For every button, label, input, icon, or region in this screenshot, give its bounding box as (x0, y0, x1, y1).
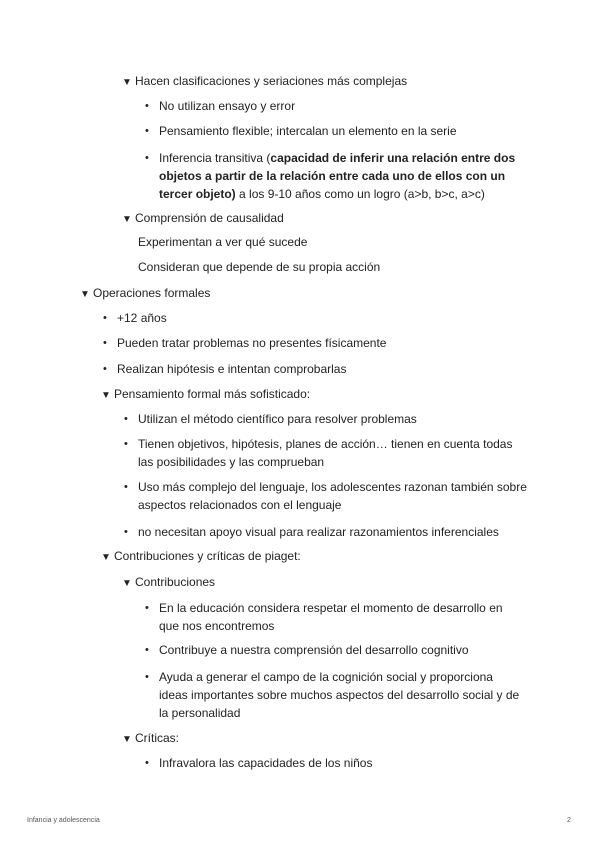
list-item: Utilizan el método científico para resolver problemas (138, 412, 417, 426)
toggle-triangle-icon[interactable]: ▼ (80, 289, 90, 300)
toggle-triangle-icon[interactable]: ▼ (122, 214, 132, 225)
bullet-icon: • (145, 602, 149, 614)
list-item: Tienen objetivos, hipótesis, planes de acción… tienen en cuenta todas las posibilidades y las comprueban (138, 437, 513, 469)
toggle-triangle-icon[interactable]: ▼ (101, 552, 111, 563)
toggle-criticas[interactable] (122, 729, 179, 749)
bullet-icon: • (145, 757, 149, 769)
toggle-comprension-causalidad[interactable] (122, 209, 284, 229)
toggle-label: Críticas: (135, 731, 180, 745)
list-item: Pueden tratar problemas no presentes físicamente (117, 336, 387, 350)
inferencia-text-end: a los 9-10 años como un logro (a>b, b>c, a>c) (235, 187, 485, 201)
toggle-hacen-clasificaciones[interactable] (122, 72, 407, 92)
toggle-pensamiento-formal[interactable] (101, 385, 310, 405)
list-item: Infravalora las capacidades de los niños (159, 756, 373, 770)
bullet-icon: • (124, 526, 128, 538)
toggle-triangle-icon[interactable]: ▼ (122, 578, 132, 589)
bullet-icon: • (103, 312, 107, 324)
bullet-icon: • (124, 413, 128, 425)
toggle-label: Comprensión de causalidad (135, 211, 284, 225)
toggle-label: Pensamiento formal más sofisticado: (114, 387, 311, 401)
bullet-icon: • (145, 152, 149, 164)
bullet-icon: • (124, 481, 128, 493)
bullet-icon: • (145, 125, 149, 137)
list-item: Uso más complejo del lenguaje, los adolescentes razonan también sobre aspectos relacionados con el lenguaje (138, 480, 527, 512)
paragraph: Experimentan a ver qué sucede (138, 235, 308, 249)
footer-title: Infancia y adolescencia (27, 817, 100, 824)
inferencia-bold-text: capacidad de inferir una relación entre dos objetos a partir de la relación entre cada uno de ellos con un tercer objeto) (159, 151, 516, 201)
toggle-label: Contribuciones y críticas de piaget: (114, 549, 301, 563)
toggle-contribuciones[interactable] (122, 573, 215, 593)
toggle-triangle-icon[interactable]: ▼ (101, 390, 111, 401)
bullet-icon: • (124, 438, 128, 450)
toggle-operaciones-formales[interactable] (80, 284, 210, 304)
paragraph: Consideran que depende de su propia acción (138, 260, 381, 274)
bullet-icon: • (145, 100, 149, 112)
bullet-icon: • (145, 671, 149, 683)
list-item: Pensamiento flexible; intercalan un elemento en la serie (159, 124, 457, 138)
bullet-icon: • (145, 644, 149, 656)
list-item: Realizan hipótesis e intentan comprobarlas (117, 362, 347, 376)
toggle-label: Hacen clasificaciones y seriaciones más complejas (135, 74, 408, 88)
inferencia-text: Inferencia transitiva ( (159, 151, 271, 165)
page-number: 2 (567, 817, 571, 824)
list-item: +12 años (117, 311, 167, 325)
list-item: Ayuda a generar el campo de la cognición social y proporciona ideas importantes sobre muchos aspectos del desarrollo social y de la personalidad (159, 670, 520, 720)
list-item: En la educación considera respetar el momento de desarrollo en que nos encontremos (159, 601, 503, 633)
list-item-inferencia (159, 149, 524, 203)
list-item: Contribuye a nuestra comprensión del desarrollo cognitivo (159, 643, 469, 657)
bullet-icon: • (103, 337, 107, 349)
toggle-triangle-icon[interactable]: ▼ (122, 77, 132, 88)
list-item: no necesitan apoyo visual para realizar razonamientos inferenciales (138, 525, 499, 539)
toggle-label: Contribuciones (135, 575, 216, 589)
toggle-contribuciones-criticas[interactable] (101, 547, 301, 567)
toggle-triangle-icon[interactable]: ▼ (122, 734, 132, 745)
toggle-label: Operaciones formales (93, 286, 211, 300)
bullet-icon: • (103, 363, 107, 375)
list-item: No utilizan ensayo y error (159, 99, 296, 113)
